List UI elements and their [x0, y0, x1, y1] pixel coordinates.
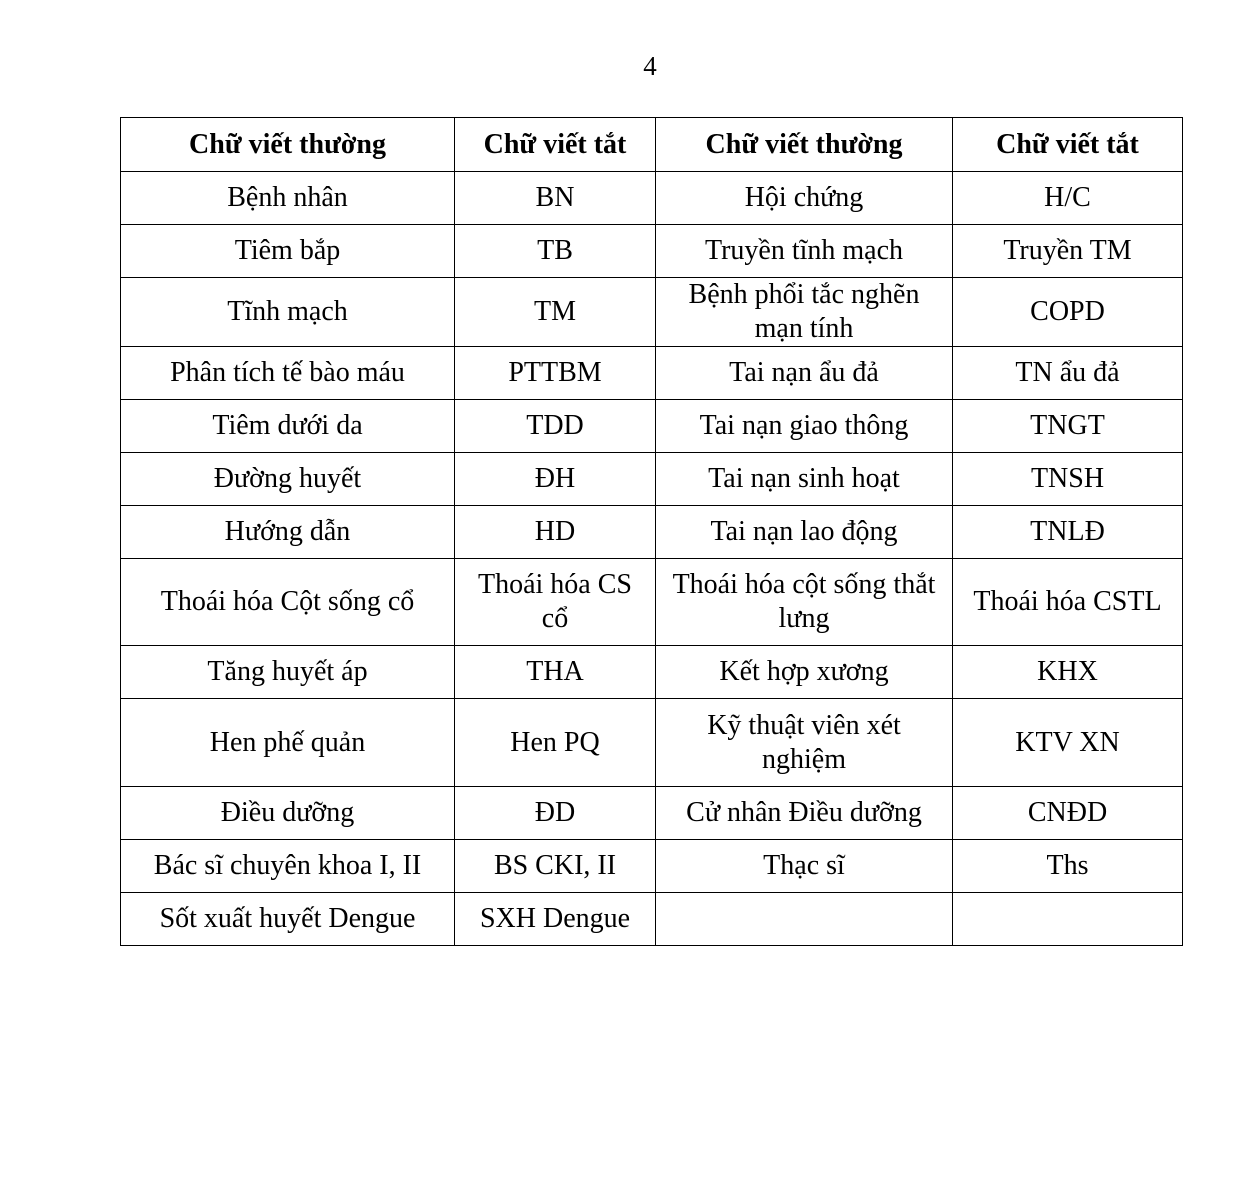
table-cell: Thoái hóa CSTL	[953, 559, 1183, 646]
table-cell: Sốt xuất huyết Dengue	[121, 893, 455, 946]
table-row	[121, 347, 1183, 400]
table-row	[121, 646, 1183, 699]
table-cell: Truyền tĩnh mạch	[656, 225, 953, 278]
header-full-term: Chữ viết thường	[656, 118, 953, 172]
header-full-term: Chữ viết thường	[121, 118, 455, 172]
table-row	[121, 172, 1183, 225]
table-cell: TDD	[455, 400, 656, 453]
table-cell: Truyền TM	[953, 225, 1183, 278]
table-cell: Tai nạn ẩu đả	[656, 347, 953, 400]
table-cell: Bệnh phổi tắc nghẽn mạn tính	[656, 278, 953, 347]
table-cell: Đường huyết	[121, 453, 455, 506]
table-cell: SXH Dengue	[455, 893, 656, 946]
table-cell: ĐD	[455, 787, 656, 840]
page-number: 4	[643, 51, 657, 81]
abbreviation-table	[120, 117, 1183, 946]
table-row	[121, 278, 1183, 347]
table-cell: Điều dưỡng	[121, 787, 455, 840]
table-row	[121, 840, 1183, 893]
table-cell: Hội chứng	[656, 172, 953, 225]
table-cell: Bác sĩ chuyên khoa I, II	[121, 840, 455, 893]
table-cell: Thoái hóa cột sống thắt lưng	[656, 559, 953, 646]
table-cell: Tai nạn lao động	[656, 506, 953, 559]
table-cell: Tăng huyết áp	[121, 646, 455, 699]
table-cell: Thạc sĩ	[656, 840, 953, 893]
table-cell: Cử nhân Điều dưỡng	[656, 787, 953, 840]
table-cell: ĐH	[455, 453, 656, 506]
table-cell: TNSH	[953, 453, 1183, 506]
table-cell: PTTBM	[455, 347, 656, 400]
table-cell: COPD	[953, 278, 1183, 347]
table-cell: BN	[455, 172, 656, 225]
table-header-row	[121, 118, 1183, 172]
table-row	[121, 400, 1183, 453]
table-cell: KHX	[953, 646, 1183, 699]
table-row	[121, 699, 1183, 787]
table-cell: HD	[455, 506, 656, 559]
table-cell: Tai nạn sinh hoạt	[656, 453, 953, 506]
table-cell: TNGT	[953, 400, 1183, 453]
header-abbreviation: Chữ viết tắt	[455, 118, 656, 172]
table-cell: BS CKI, II	[455, 840, 656, 893]
table-cell: THA	[455, 646, 656, 699]
table-cell: TN ẩu đả	[953, 347, 1183, 400]
table-cell: Kết hợp xương	[656, 646, 953, 699]
table-cell: CNĐD	[953, 787, 1183, 840]
table-cell: TNLĐ	[953, 506, 1183, 559]
table-cell: Bệnh nhân	[121, 172, 455, 225]
table-cell: Thoái hóa Cột sống cổ	[121, 559, 455, 646]
table-cell: TM	[455, 278, 656, 347]
table-cell: Hen PQ	[455, 699, 656, 787]
table-row	[121, 893, 1183, 946]
table-row	[121, 506, 1183, 559]
table-cell	[656, 893, 953, 946]
table-cell: Tiêm bắp	[121, 225, 455, 278]
table-cell: KTV XN	[953, 699, 1183, 787]
table-cell	[953, 893, 1183, 946]
table-row	[121, 453, 1183, 506]
table-cell: Kỹ thuật viên xét nghiệm	[656, 699, 953, 787]
table-cell: Tai nạn giao thông	[656, 400, 953, 453]
table-cell: Tiêm dưới da	[121, 400, 455, 453]
table-cell: Thoái hóa CS cổ	[455, 559, 656, 646]
table-cell: TB	[455, 225, 656, 278]
table-row	[121, 787, 1183, 840]
table-cell: Hen phế quản	[121, 699, 455, 787]
table-row	[121, 559, 1183, 646]
table-cell: Phân tích tế bào máu	[121, 347, 455, 400]
table-cell: Hướng dẫn	[121, 506, 455, 559]
table-cell: Ths	[953, 840, 1183, 893]
table-cell: Tĩnh mạch	[121, 278, 455, 347]
table-row	[121, 225, 1183, 278]
table-cell: H/C	[953, 172, 1183, 225]
header-abbreviation: Chữ viết tắt	[953, 118, 1183, 172]
